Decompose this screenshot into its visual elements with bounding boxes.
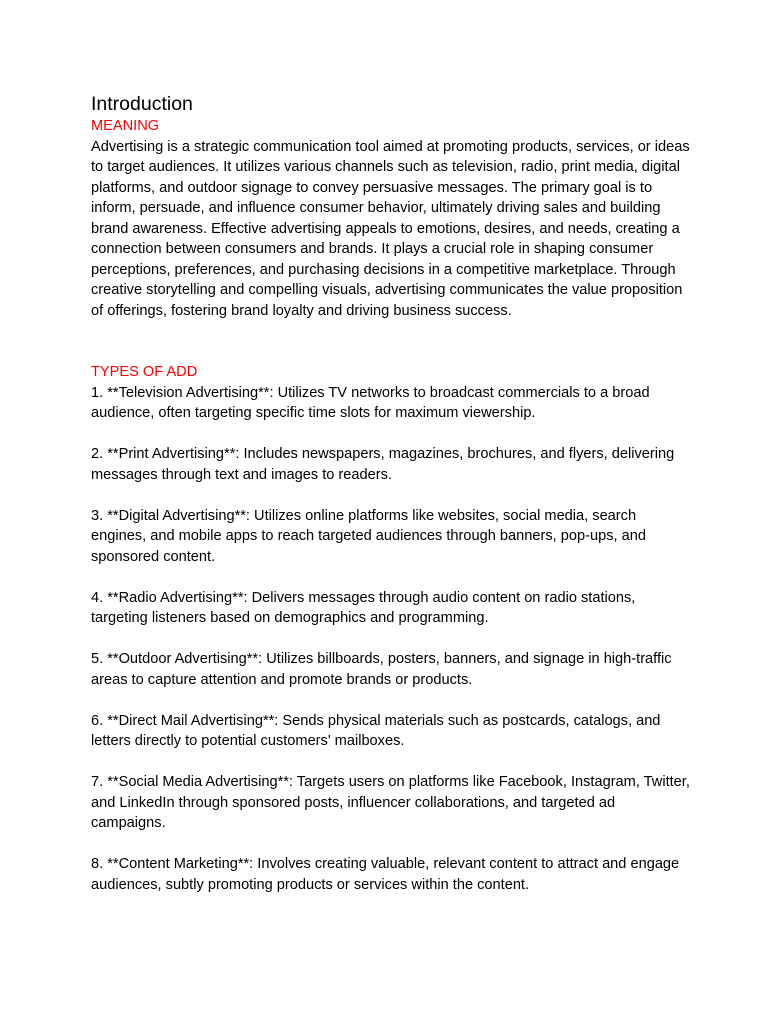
types-heading: TYPES OF ADD	[91, 364, 198, 380]
document-page	[91, 92, 691, 916]
document-title: Introduction	[91, 93, 193, 115]
list-item: 8. **Content Marketing**: Involves creating valuable, relevant content to attract and engage audiences, subtly promoting products or services within the content.	[91, 856, 680, 893]
list-item: 1. **Television Advertising**: Utilizes TV networks to broadcast commercials to a broad audience, often targeting specific time slots for maximum viewership.	[91, 384, 650, 421]
types-list	[91, 383, 691, 896]
meaning-paragraph: Advertising is a strategic communication tool aimed at promoting products, services, or ideas to target audiences. It utilizes various channels such as television, radio, print media, digital platforms, and outdoor signage to convey persuasive messages. The primary goal is to inform, persuade, and influence consumer behavior, ultimately driving sales and building brand awareness. Effective advertising appeals to emotions, desires, and needs, creating a connection between consumers and brands. It plays a crucial role in shaping consumer perceptions, preferences, and purchasing decisions in a competitive marketplace. Through creative storytelling and compelling visuals, advertising communicates the value proposition of offerings, fostering brand loyalty and driving business success.	[91, 138, 690, 319]
meaning-heading: MEANING	[91, 118, 160, 134]
list-item: 2. **Print Advertising**: Includes newspapers, magazines, brochures, and flyers, delivering messages through text and images to readers.	[91, 446, 675, 483]
list-item: 5. **Outdoor Advertising**: Utilizes billboards, posters, banners, and signage in high-traffic areas to capture attention and promote brands or products.	[91, 651, 672, 688]
section-spacer	[91, 321, 691, 362]
list-item: 3. **Digital Advertising**: Utilizes online platforms like websites, social media, search engines, and mobile apps to reach targeted audiences through banners, pop-ups, and sponsored content.	[91, 507, 646, 565]
list-item: 7. **Social Media Advertising**: Targets users on platforms like Facebook, Instagram, Twitter, and LinkedIn through sponsored posts, influencer collaborations, and targeted ad campaigns.	[91, 774, 690, 831]
list-item: 4. **Radio Advertising**: Delivers messages through audio content on radio stations, targeting listeners based on demographics and programming.	[91, 589, 636, 626]
list-item: 6. **Direct Mail Advertising**: Sends physical materials such as postcards, catalogs, and letters directly to potential customers' mailboxes.	[91, 712, 661, 749]
